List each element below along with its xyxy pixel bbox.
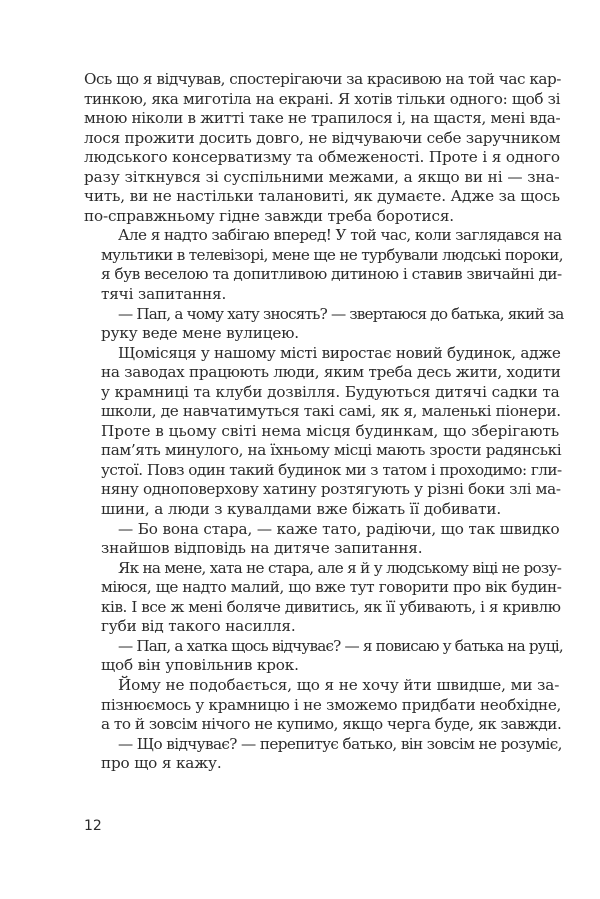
text-line: знайшов відповідь на дитяче запитання. [101,539,423,558]
text-line: пізнюємось у крамницю і не зможемо придбати необхідне, [101,695,562,714]
text-line: про що я кажу. [101,754,222,773]
text-line: — Пап, а хатка щось відчуває? — я повисаю у батька на руці, [118,636,563,655]
paragraph [84,734,562,774]
paragraph [84,343,562,520]
paragraph [84,675,562,735]
text-line: пам’ять минулого, на їхньому місці мають зрости радянські [101,441,562,460]
text-line: а то й зовсім нічого не купимо, якщо черга буде, як завжди. [101,715,562,734]
text-line: міюся, ще надто малий, що вже тут говорити про вік будин- [101,578,562,597]
text-line: людського консерватизму та обмеженості. Проте і я одного [84,148,560,167]
text-line: шини, а люди з кувалдами вже біжать її добивати. [101,500,502,519]
text-line: по-справжньому гідне завжди треба боротися. [84,206,454,225]
text-line: губи від такого насилля. [101,617,296,636]
text-line: ків. І все ж мені боляче дивитись, як її убивають, і я кривлю [101,597,561,616]
text-line: у крамниці та клуби дозвілля. Будуються дитячі садки та [101,382,560,401]
text-line: чить, ви не настільки талановиті, як думаєте. Адже за щось [84,187,560,206]
body-text [84,70,564,774]
text-line: щоб він уповільнив крок. [101,656,299,675]
text-line: — Пап, а чому хату зносять? — звертаюся до батька, який за [118,304,564,323]
paragraph [84,226,563,304]
paragraph [84,519,560,559]
text-line: мультики в телевізорі, мене ще не турбували людські пороки, [101,245,563,264]
text-line: на заводах працюють люди, яким треба десь жити, ходити [101,363,561,382]
paragraph [84,636,563,676]
text-line: — Що відчуває? — перепитує батько, він зовсім не розуміє, [118,734,562,753]
text-line: — Бо вона стара, — каже тато, радіючи, що так швидко [118,519,560,538]
text-line: школи, де навчатимуться такі самі, як я, маленькі піонери. [101,402,561,421]
text-line: Як на мене, хата не стара, але я й у людському віці не розу- [118,558,562,577]
text-line: Щомісяця у нашому місті виростає новий будинок, адже [118,343,561,362]
text-line: тинкою, яка миготіла на екрані. Я хотів тільки одного: щоб зі [84,89,561,108]
text-line: устої. Повз один такий будинок ми з татом і проходимо: гли- [101,460,562,479]
text-line: няну одноповерхову хатину розтягують у різні боки злі ма- [101,480,561,499]
text-line: Йому не подобається, що я не хочу йти швидше, ми за- [118,675,560,694]
text-line: Проте в цьому світі нема місця будинкам, що зберігають [101,421,560,440]
text-line: Але я надто забігаю вперед! У той час, коли заглядався на [118,226,562,245]
page-number: 12 [84,818,102,834]
text-line: Ось що я відчував, спостерігаючи за красивою на той час кар- [84,70,561,88]
text-line: руку веде мене вулицею. [101,324,299,343]
paragraph [84,558,562,637]
paragraph [84,304,564,344]
paragraph [84,70,561,226]
text-line: разу зіткнувся зі суспільними межами, а якщо ви ні — зна- [84,167,560,186]
text-line: лося прожити досить довго, не відчуваючи себе заручником [84,128,561,147]
text-line: мною ніколи в житті таке не трапилося і, на щастя, мені вда- [84,109,561,128]
text-line: я був веселою та допитливою дитиною і ставив звичайні ди- [101,265,562,284]
text-line: тячі запитання. [101,285,227,304]
